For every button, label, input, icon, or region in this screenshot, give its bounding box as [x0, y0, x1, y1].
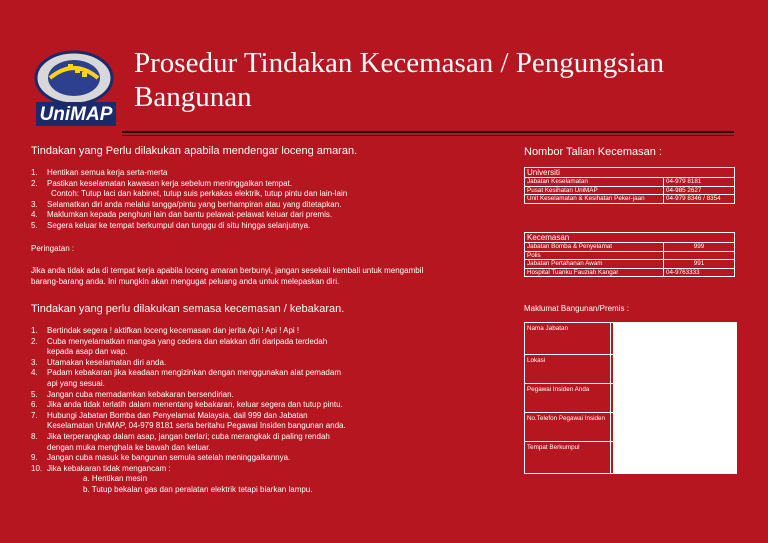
- field-lokasi: Lokasi: [525, 355, 611, 383]
- field-no-telefon: No.Telefon Pegawai Insiden: [525, 413, 611, 441]
- list-item: 2. Cuba menyelamatkan mangsa yang cedera dan elakkan diri daripada terdedah: [31, 336, 328, 346]
- list-item: 5. Segera keluar ke tempat berkumpul dan tunggu di situ hingga selanjutnya.: [31, 220, 311, 230]
- contacts-heading: Nombor Talian Kecemasan :: [524, 146, 662, 158]
- list-item: 10. Jika kebakaran tidak mengancam :: [31, 463, 171, 473]
- contacts-table-universiti: [524, 167, 735, 204]
- table-row: Jabatan Pertahanan Awam 991: [525, 260, 735, 269]
- list-item: api yang sesuai.: [47, 378, 105, 388]
- list-item: 5. Jangan cuba memadamkan kebakaran bersendirian.: [31, 389, 234, 399]
- warning-label: Peringatan :: [31, 244, 75, 253]
- section1-heading: Tindakan yang Perlu dilakukan apabila mendengar loceng amaran.: [31, 145, 358, 157]
- warning-text: Jika anda tidak ada di tempat kerja apabila loceng amaran berbunyi, jangan sesekali kembali untuk mengambil barang-barang anda. Ini mungkin akan mengugat peluang anda untuk melepaskan diri.: [31, 266, 424, 286]
- premis-fill-area[interactable]: [613, 323, 736, 473]
- premis-form: [524, 322, 737, 474]
- contacts-table-kecemasan: [524, 232, 735, 277]
- list-item: Keselamatan UniMAP, 04-979 8181 serta beritahu Pegawai Insiden bangunan anda.: [47, 421, 346, 431]
- title-divider-thin: [122, 135, 734, 136]
- table-row: Unit Keselamatan & Kesihatan Peker-jaan 04-979 8346 / 8354: [525, 195, 735, 204]
- list-item: 3. Selamatkan diri anda melalui tangga/pintu yang berhampiran atau yang ditetapkan.: [31, 199, 342, 209]
- list-item: 8. Jika terperangkap dalam asap, jangan berlari; cuba merangkak di paling rendah: [31, 431, 330, 441]
- list-item: 7. Hubungi Jabatan Bomba dan Penyelamat Malaysia, dail 999 dan Jabatan: [31, 410, 308, 420]
- list-item: kepada asap dan wap.: [47, 347, 128, 357]
- list-item: 3. Utamakan keselamatan diri anda.: [31, 357, 167, 367]
- field-nama-jabatan: Nama Jabatan: [525, 323, 611, 354]
- section1-list: [31, 168, 471, 232]
- section2-list: [31, 326, 491, 496]
- table-row: Pusat Kesihatan UniMAP 04-985 2627: [525, 186, 735, 195]
- list-item: 6. Jika anda tidak terlatih dalam menentang kebakaran, keluar segera dan tutup pintu.: [31, 400, 343, 410]
- list-item: 1. Bertindak segera ! aktifkan loceng kecemasan dan jerita Api ! Api ! Api !: [31, 326, 300, 335]
- list-item: 4. Padam kebakaran jika keadaan mengizinkan dengan menggunakan alat pemadam: [31, 368, 341, 378]
- list-item: 2. Pastikan keselamatan kawasan kerja sebelum meninggalkan tempat.: [31, 178, 293, 188]
- premis-heading: Maklumat Bangunan/Premis :: [524, 304, 629, 313]
- list-item: Contoh: Tutup laci dan kabinet, tutup suis perkakas elektrik, tutup pintu dan lain-lain: [51, 189, 348, 199]
- list-item: 9. Jangan cuba masuk ke bangunan semula setelah meninggalkannya.: [31, 453, 291, 463]
- page-title: Prosedur Tindakan Kecemasan / Pengungsian Bangunan: [134, 47, 664, 113]
- table-header: Universiti: [525, 168, 735, 178]
- section2-heading: Tindakan yang perlu dilakukan semasa kecemasan / kebakaran.: [31, 303, 345, 315]
- table-header: Kecemasan: [525, 233, 735, 243]
- field-pegawai-insiden: Pegawai Insiden Anda: [525, 384, 611, 412]
- logo-text: UniMAP: [39, 104, 113, 125]
- list-item: 1. Hentikan semua kerja serta-merta: [31, 168, 168, 177]
- unimap-logo: [30, 38, 122, 130]
- table-row: Polis: [525, 251, 735, 260]
- field-tempat-berkumpul: Tempat Berkumpul: [525, 442, 611, 473]
- list-item: 4. Maklumkan kepada penghuni lain dan bantu pelawat-pelawat keluar dari premis.: [31, 210, 333, 220]
- sub-item: a. Hentikan mesin: [83, 474, 148, 484]
- sub-item: b. Tutup bekalan gas dan peralatan elektrik tetapi biarkan lampu.: [83, 484, 313, 494]
- list-item: dengan muka menghala ke bawah dan keluar.: [47, 442, 211, 452]
- table-row: Hospital Tuanku Fauziah Kangar 04-9763333: [525, 268, 735, 277]
- title-divider: [122, 131, 734, 133]
- table-row: Jabatan Bomba & Penyelamat 999: [525, 243, 735, 252]
- table-row: Jabatan Keselamatan 04-979 8181: [525, 178, 735, 187]
